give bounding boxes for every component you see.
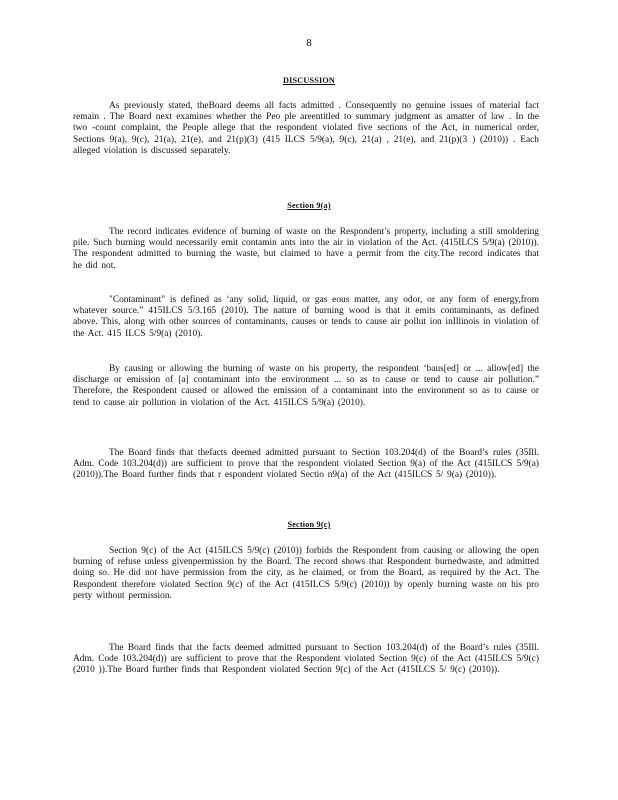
- paragraph-text: By causing or allowing the burning of waste on his property, the respondent ‘baus[ed] or ... allow[ed] the discharge or emission of [a] contaminant into the environment ... so as to cause or tend to cause air pollution.” Therefore, the Respondent caused or allowed the emission of a contaminant into the environment so as to cause or tend to cause air pollution in violation of the Act. 415ILCS 5/9(a) (2010).: [73, 364, 539, 408]
- heading-section-9c: [0, 519, 618, 530]
- paragraph-text: "Contaminant" is defined as ‘any solid, liquid, or gas eous matter, any odor, or any form of energy,from whatever source.” 415ILCS 5/3.165 (2010). The nature of burning wood is that it emits contaminants, as defined above. This, along with other sources of contaminants, causes or tends to cause air pollut ion inIllinois in violation of the Act. 415 ILCS 5/9(a) (2010).: [73, 295, 539, 339]
- heading-discussion: [0, 75, 618, 86]
- heading-discussion-text: DISCUSSION: [282, 76, 336, 85]
- paragraph-text: The Board finds that the facts deemed admitted pursuant to Section 103.204(d) of the Board’s rules (35Ill. Adm. Code 103.204(d)) are sufficient to prove that the Respondent violated Section 9(c) of the Act (415ILCS 5/9(c) (2010 )).The Board further finds that Respondent violated Section 9(c) of the Act (415ILCS 5/ 9(c) (2010)).: [73, 643, 539, 676]
- section-9a-paragraph-4: [73, 448, 539, 482]
- heading-section-9a-text: Section 9(a): [287, 201, 331, 210]
- section-9c-paragraph-1: [73, 546, 539, 602]
- section-9a-paragraph-2: [73, 295, 539, 340]
- paragraph-text: Section 9(c) of the Act (415ILCS 5/9(c) (2010)) forbids the Respondent from causing or allowing the open burning of refuse unless givenpermission by the Board. The record shows that Respondent burnedwaste, and admitted doing so. He did not have permission from the city, as he claimed, or from the Board, as required by the Act. The Respondent therefore violated Section 9(c) of the Act (415ILCS 5/9(c) (2010)) by openly burning waste on his pro perty without permission.: [73, 546, 539, 601]
- paragraph-text: The record indicates evidence of burning of waste on the Respondent’s property, including a still smoldering pile. Such burning would necessarily emit contamin ants into the air in violation of the Act. (415ILCS 5/9(a) (2010)). The respondent admitted to burning the waste, but claimed to have a permit from the city.The record indicates that he did not.: [73, 227, 539, 271]
- page-number: 8: [306, 37, 312, 49]
- discussion-paragraph-1: [73, 101, 539, 157]
- section-9a-paragraph-3: [73, 364, 539, 409]
- heading-section-9a: [0, 200, 618, 211]
- paragraph-text: As previously stated, theBoard deems all facts admitted . Consequently no genuine issues of material fact remain . The Board next examines whether the Peo ple areentitled to summary judgment as amatter of law . In the two -count complaint, the People allege that the respondent violated five sections of the Act, in numerical order, Sections 9(a), 9(c), 21(a), 21(e), and 21(p)(3) (415 ILCS 5/9(a), 9(c), 21(a) , 21(e), and 21(p)(3 ) (2010)) . Each alleged violation is discussed separately.: [73, 101, 539, 156]
- paragraph-text: The Board finds that thefacts deemed admitted pursuant to Section 103.204(d) of the Board’s rules (35Ill. Adm. Code 103.204(d)) are sufficient to prove that the respondent violated Section 9(a) of the Act (415ILCS 5/9(a) (2010)).The Board further finds that r espondent violated Sectio n9(a) of the Act (415ILCS 5/ 9(a) (2010)).: [73, 448, 539, 481]
- section-9c-paragraph-2: [73, 643, 539, 677]
- section-9a-paragraph-1: [73, 227, 539, 272]
- heading-section-9c-text: Section 9(c): [287, 520, 331, 529]
